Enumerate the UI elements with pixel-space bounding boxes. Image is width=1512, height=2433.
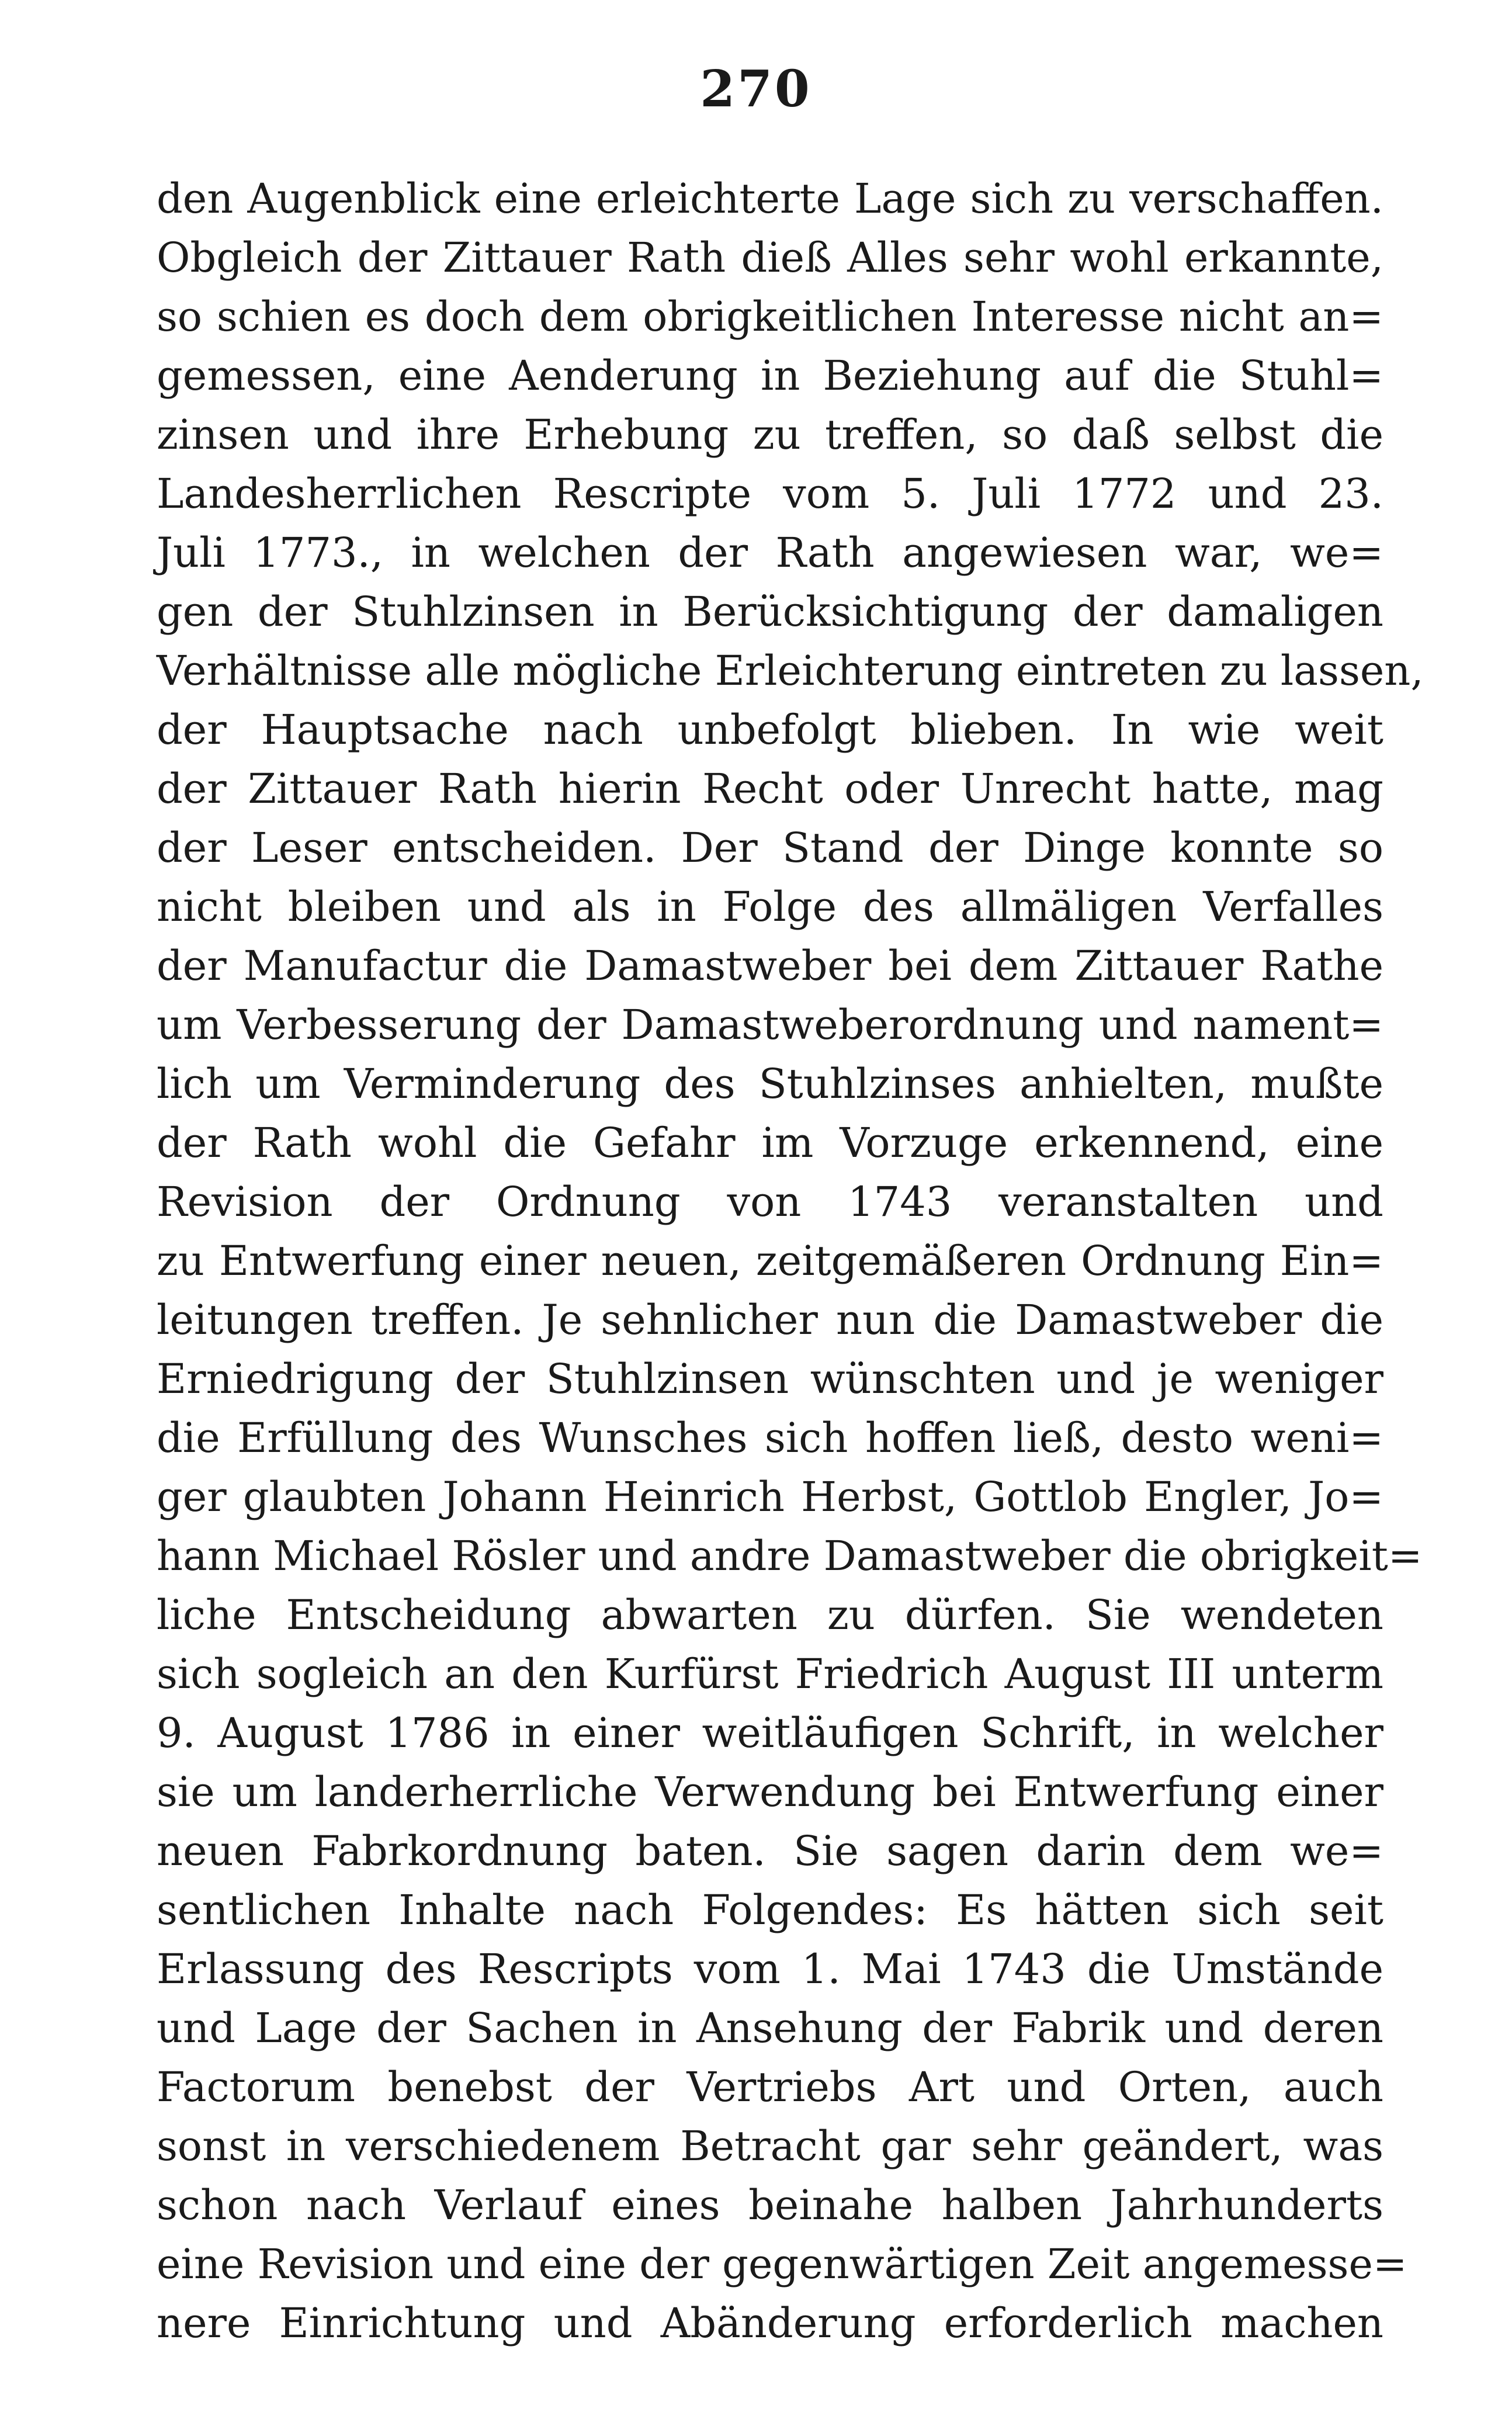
page-number: 270 — [700, 60, 812, 119]
text-line: neuen Fabrkordnung baten. Sie sagen darin dem we= — [157, 1827, 1383, 1875]
text-line: der Manufactur die Damastweber bei dem Zittauer Rathe — [157, 942, 1383, 990]
text-line: lich um Verminderung des Stuhlzinses anhielten, mußte — [157, 1060, 1383, 1108]
text-line: eine Revision und eine der gegenwärtigen Zeit angemesse= — [157, 2240, 1407, 2288]
text-line: und Lage der Sachen in Ansehung der Fabrik und deren — [157, 2004, 1383, 2052]
text-line: zinsen und ihre Erhebung zu treffen, so daß selbst die — [157, 411, 1383, 459]
text-line: Erniedrigung der Stuhlzinsen wünschten und je weniger — [157, 1355, 1383, 1403]
text-line: liche Entscheidung abwarten zu dürfen. Sie wendeten — [157, 1591, 1383, 1639]
text-line: der Leser entscheiden. Der Stand der Dinge konnte so — [157, 824, 1383, 872]
text-line: hann Michael Rösler und andre Damastweber die obrigkeit= — [157, 1532, 1423, 1580]
text-line: gen der Stuhlzinsen in Berücksichtigung der damaligen — [157, 588, 1383, 636]
text-line: sich sogleich an den Kurfürst Friedrich August III unterm — [157, 1650, 1383, 1698]
text-line: den Augenblick eine erleichterte Lage sich zu verschaffen. — [157, 175, 1383, 223]
text-line: schon nach Verlauf eines beinahe halben Jahrhunderts — [157, 2181, 1383, 2229]
text-line: sonst in verschiedenem Betracht gar sehr geändert, was — [157, 2122, 1383, 2170]
text-line: sie um landerherrliche Verwendung bei Entwerfung einer — [157, 1768, 1383, 1816]
text-line: der Hauptsache nach unbefolgt blieben. In wie weit — [157, 706, 1383, 754]
text-line: zu Entwerfung einer neuen, zeitgemäßeren Ordnung Ein= — [157, 1237, 1383, 1285]
text-line: Obgleich der Zittauer Rath dieß Alles sehr wohl erkannte, — [157, 234, 1383, 282]
text-line: Landesherrlichen Rescripte vom 5. Juli 1772 und 23. — [157, 470, 1383, 518]
text-line: nere Einrichtung und Abänderung erforderlich machen — [157, 2299, 1383, 2347]
text-line: der Zittauer Rath hierin Recht oder Unrecht hatte, mag — [157, 765, 1383, 813]
text-line: die Erfüllung des Wunsches sich hoffen ließ, desto weni= — [157, 1414, 1383, 1462]
text-line: der Rath wohl die Gefahr im Vorzuge erkennend, eine — [157, 1119, 1383, 1167]
text-line: gemessen, eine Aenderung in Beziehung auf die Stuhl= — [157, 352, 1383, 400]
text-line: um Verbesserung der Damastweberordnung und nament= — [157, 1001, 1383, 1049]
text-line: 9. August 1786 in einer weitläufigen Schrift, in welcher — [157, 1709, 1383, 1757]
text-line: Erlassung des Rescripts vom 1. Mai 1743 die Umstände — [157, 1945, 1383, 1993]
text-line: so schien es doch dem obrigkeitlichen Interesse nicht an= — [157, 293, 1383, 341]
text-line: Verhältnisse alle mögliche Erleichterung eintreten zu lassen, — [157, 647, 1424, 695]
text-line: Factorum benebst der Vertriebs Art und Orten, auch — [157, 2063, 1383, 2111]
body-text — [157, 169, 1424, 2353]
text-line: ger glaubten Johann Heinrich Herbst, Gottlob Engler, Jo= — [157, 1473, 1383, 1521]
text-line: Juli 1773., in welchen der Rath angewiesen war, we= — [157, 529, 1383, 577]
text-line: Revision der Ordnung von 1743 veranstalten und — [157, 1178, 1383, 1226]
text-line: sentlichen Inhalte nach Folgendes: Es hätten sich seit — [157, 1886, 1383, 1934]
text-line: nicht bleiben und als in Folge des allmäligen Verfalles — [157, 883, 1383, 931]
text-line: leitungen treffen. Je sehnlicher nun die Damastweber die — [157, 1296, 1383, 1344]
